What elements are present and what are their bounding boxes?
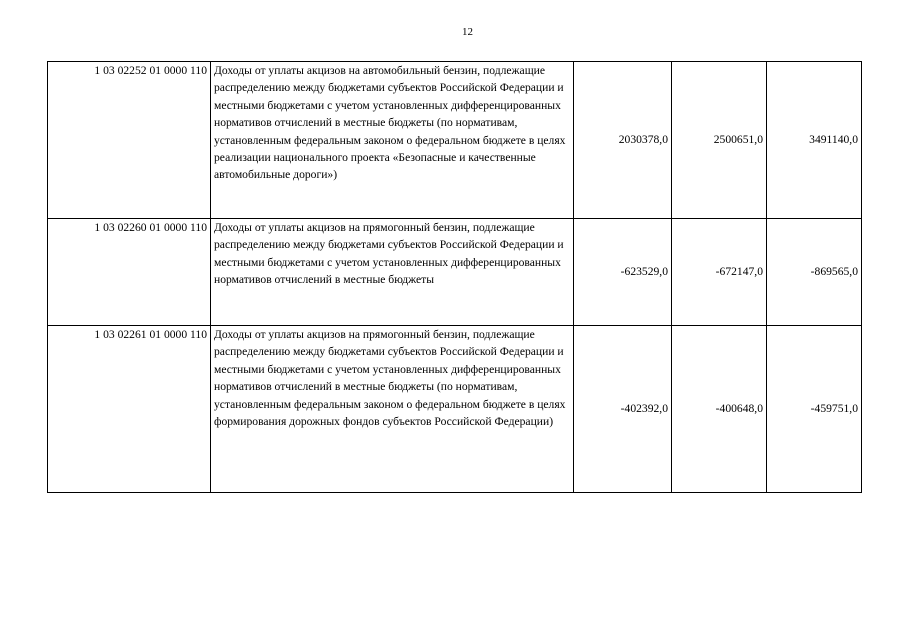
revenue-description [211,62,574,219]
budget-classification-code: 1 03 02252 01 0000 110 [48,62,211,219]
value-year-3: 3491140,0 [767,62,862,219]
value-year-2: 2500651,0 [672,62,767,219]
revenue-description-text: Доходы от уплаты акцизов на автомобильный бензин, подлежащие распределению между бюджетами субъектов Российской Федерации и местными бюджетами с учетом установленных дифференцированных нормативов отчислений в местные бюджеты (по нормативам, установленным федеральным законом о федеральном бюджете в целях реализации национального проекта «Безопасные и качественные автомобильные дороги») [214,64,566,182]
table-row [48,326,862,493]
value-year-1: -402392,0 [574,326,672,493]
budget-classification-code: 1 03 02261 01 0000 110 [48,326,211,493]
revenue-description-text: Доходы от уплаты акцизов на прямогонный бензин, подлежащие распределению между бюджетами субъектов Российской Федерации и местными бюджетами с учетом установленных дифференцированных нормативов отчислений в местные бюджеты (по нормативам, установленным федеральным законом о федеральном бюджете в целях формирования дорожных фондов субъектов Российской Федерации) [214,328,566,429]
budget-classification-code: 1 03 02260 01 0000 110 [48,219,211,326]
value-year-1: -623529,0 [574,219,672,326]
page-number: 12 [462,26,473,38]
value-year-2: -400648,0 [672,326,767,493]
value-year-3: -459751,0 [767,326,862,493]
revenue-description [211,326,574,493]
table-row [48,219,862,326]
table-row [48,62,862,219]
value-year-1: 2030378,0 [574,62,672,219]
value-year-3: -869565,0 [767,219,862,326]
revenue-table [47,61,862,493]
revenue-description [211,219,574,326]
value-year-2: -672147,0 [672,219,767,326]
revenue-description-text: Доходы от уплаты акцизов на прямогонный бензин, подлежащие распределению между бюджетами субъектов Российской Федерации и местными бюджетами с учетом установленных дифференцированных нормативов отчислений в местные бюджеты [214,221,564,287]
